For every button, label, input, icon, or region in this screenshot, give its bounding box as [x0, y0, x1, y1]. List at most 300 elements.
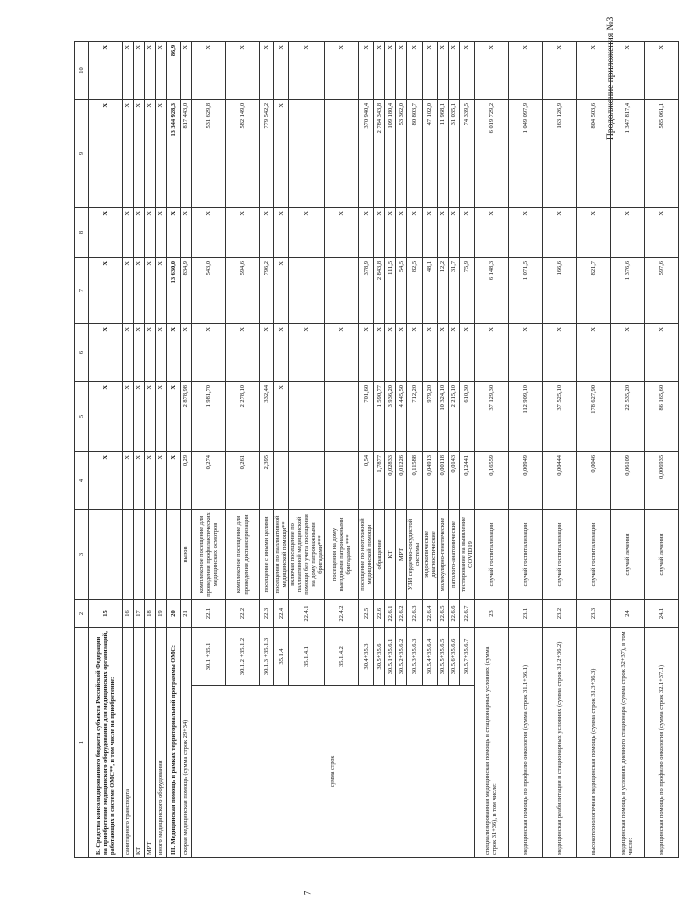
header-cell-5: 5: [75, 381, 89, 451]
table-cell-c7: 597,6: [644, 257, 678, 323]
table-cell-c7: Х: [274, 257, 289, 323]
table-row: [192, 41, 226, 857]
table-cell-c2: 22.6.1: [385, 599, 396, 627]
table-cell-c1: медицинская помощь в условиях дневного стационара (сумма строк 32+37), в том числе:: [610, 627, 644, 857]
table-cell-c6: Х: [226, 323, 260, 381]
table-cell-c8: Х: [437, 207, 448, 257]
table-cell-c2: 18: [145, 599, 156, 627]
table-cell-c10: Х: [374, 41, 385, 99]
table-cell-c8: Х: [325, 207, 359, 257]
table-cell-c4: 0,54: [359, 451, 374, 509]
table-cell-c6: Х: [385, 323, 396, 381]
table-cell-c10: Х: [508, 41, 542, 99]
table-cell-c7: 1 071,5: [508, 257, 542, 323]
table-cell-c7: [325, 257, 359, 323]
table-row: [508, 41, 542, 857]
table-cell-c1: 30.1.3 +35.1.3: [260, 627, 274, 685]
table-cell-c10: Х: [181, 41, 192, 99]
table-cell-c3: тестирование на выявление COVID19: [459, 509, 474, 599]
table-cell-c9: 47 102,0: [422, 99, 437, 207]
table-cell-c1: 30.5.1+35.6.1: [385, 627, 396, 685]
table-cell-c10: Х: [134, 41, 145, 99]
table-cell-c5: Х: [167, 381, 181, 451]
table-cell-c9: Х: [134, 99, 145, 207]
table-cell-c10: Х: [325, 41, 359, 99]
table-cell-c4: Х: [156, 451, 167, 509]
table-cell-c1: Б. Средства консолидированного бюджета субъекта Российской Федерации на приобретение медицинского оборудования для медицинских организаций, работающих в системе ОМС**, в том числе на приобретение:: [89, 627, 123, 857]
table-cell-c2: 19: [156, 599, 167, 627]
table-cell-c5: Х: [156, 381, 167, 451]
table-cell-c2: 22.6.4: [422, 599, 437, 627]
table-cell-c7: 378,9: [359, 257, 374, 323]
table-cell-c6: Х: [289, 323, 325, 381]
table-cell-c6: Х: [448, 323, 459, 381]
table-cell-c2: 22.6.6: [448, 599, 459, 627]
table-row: [610, 41, 644, 857]
table-cell-c6: Х: [374, 323, 385, 381]
table-cell-c6: Х: [396, 323, 407, 381]
table-cell-c10: Х: [123, 41, 134, 99]
table-cell-c10: Х: [448, 41, 459, 99]
table-cell-c1: 30.4+35.3: [359, 627, 374, 685]
table-cell-c5: Х: [89, 381, 123, 451]
table-cell-c5: 4 445,50: [396, 381, 407, 451]
table-cell-c8: Х: [422, 207, 437, 257]
table-cell-c10: Х: [289, 41, 325, 99]
table-cell-c6: Х: [459, 323, 474, 381]
page-number: 7: [302, 890, 313, 896]
table-cell-c8: Х: [192, 207, 226, 257]
table-cell-c4: 0,274: [192, 451, 226, 509]
table-cell-c9: 779 542,2: [260, 99, 274, 207]
header-cell-4: 4: [75, 451, 89, 509]
table-cell-c2: 15: [89, 599, 123, 627]
table-cell-c5: 1 590,77: [374, 381, 385, 451]
table-cell-c5: Х: [145, 381, 156, 451]
table-cell-c2: 23.1: [508, 599, 542, 627]
table-cell-c7: 75,9: [459, 257, 474, 323]
table-cell-c2: 22.6.7: [459, 599, 474, 627]
table-cell-c9: 163 126,9: [542, 99, 576, 207]
table-cell-c5: Х: [134, 381, 145, 451]
table-cell-c2: 22.6.3: [407, 599, 422, 627]
table-cell-c3: [145, 509, 156, 599]
table-cell-c4: 0,02833: [385, 451, 396, 509]
table-cell-c1: иного медицинского оборудования: [156, 627, 167, 857]
table-cell-c4: 0,12441: [459, 451, 474, 509]
table-cell-c7: 6 148,3: [474, 257, 508, 323]
table-cell-c10: Х: [474, 41, 508, 99]
table-cell-c6: Х: [576, 323, 610, 381]
table-cell-c7: 796,2: [260, 257, 274, 323]
table-cell-c10: 86,9: [167, 41, 181, 99]
table-cell-c8: Х: [474, 207, 508, 257]
table-cell-c8: Х: [181, 207, 192, 257]
table-cell-c3: комплексное посещение для проведения диспансеризации: [226, 509, 260, 599]
table-cell-c8: Х: [644, 207, 678, 257]
table-cell-c5: 332,44: [260, 381, 274, 451]
table-cell-c9: 531 629,8: [192, 99, 226, 207]
table-cell-c5: 178 627,90: [576, 381, 610, 451]
table-cell-c8: Х: [145, 207, 156, 257]
table-cell-c2: 16: [123, 599, 134, 627]
table-cell-c5: Х: [274, 381, 289, 451]
table-cell-c3: вызов: [181, 509, 192, 599]
table-cell-c6: Х: [145, 323, 156, 381]
table-cell-c2: 23.3: [576, 599, 610, 627]
table-cell-c1: специализированная медицинская помощь в стационарных условиях (сумма строк 31+36), в том числе:: [474, 627, 508, 857]
table-cell-c5: 3 936,20: [385, 381, 396, 451]
table-cell-c2: 22.3: [260, 599, 274, 627]
table-cell-c10: Х: [385, 41, 396, 99]
table-cell-c7: Х: [134, 257, 145, 323]
header-cell-8: 8: [75, 207, 89, 257]
table-cell-c6: Х: [644, 323, 678, 381]
header-cell-6: 6: [75, 323, 89, 381]
table-cell-c8: Х: [396, 207, 407, 257]
table-cell-c1: медицинская реабилитация в стационарных условиях (сумма строк 31.2+36.2): [542, 627, 576, 857]
header-cell-10: 10: [75, 41, 89, 99]
table-cell-c5: [289, 381, 325, 451]
table-cell-c4: 0,29: [181, 451, 192, 509]
table-cell-c1: высокотехнологичная медицинская помощь (сумма строк 31.3+36.3): [576, 627, 610, 857]
table-cell-c3: случай лечения: [644, 509, 678, 599]
table-cell-c1: 30.5.3+35.6.3: [407, 627, 422, 685]
table-cell-c1: 30.1.2 +35.1.2: [226, 627, 260, 685]
header-cell-7: 7: [75, 257, 89, 323]
table-cell-c8: Х: [226, 207, 260, 257]
table-cell-c9: Х: [156, 99, 167, 207]
table-row: [542, 41, 576, 857]
table-cell-c5: 2 878,98: [181, 381, 192, 451]
table-cell-c9: 11 968,1: [437, 99, 448, 207]
table-cell-c8: Х: [260, 207, 274, 257]
table-cell-c8: Х: [274, 207, 289, 257]
table-cell-c9: Х: [123, 99, 134, 207]
table-cell-c9: Х: [145, 99, 156, 207]
table-row: [89, 41, 123, 857]
table-cell-c7: 12,2: [437, 257, 448, 323]
table-cell-c6: Х: [542, 323, 576, 381]
table-cell-c7: 166,6: [542, 257, 576, 323]
table-row: [167, 41, 181, 857]
table-cell-c5: 701,60: [359, 381, 374, 451]
table-cell-c2: 22.6.5: [437, 599, 448, 627]
table-cell-c2: 24: [610, 599, 644, 627]
header-cell-3: 3: [75, 509, 89, 599]
table-cell-c1: 30.5.4+35.6.4: [422, 627, 437, 685]
table-cell-c2: 22.4.1: [289, 599, 325, 627]
table-cell-c6: Х: [274, 323, 289, 381]
table-cell-c3: случай госпитализации: [576, 509, 610, 599]
table-cell-c4: Х: [134, 451, 145, 509]
table-cell-c2: 17: [134, 599, 145, 627]
table-cell-c4: [274, 451, 289, 509]
table-cell-c4: Х: [145, 451, 156, 509]
table-row: [134, 41, 145, 857]
table-cell-c8: Х: [123, 207, 134, 257]
table-cell-c5: 979,20: [422, 381, 437, 451]
table-row: [644, 41, 678, 857]
table-cell-c8: Х: [374, 207, 385, 257]
table-cell-c5: [325, 381, 359, 451]
table-cell-c8: Х: [156, 207, 167, 257]
table-cell-c6: Х: [192, 323, 226, 381]
table-cell-c10: Х: [192, 41, 226, 99]
table-cell-c9: [289, 99, 325, 207]
header-cell-1: 1: [75, 627, 89, 857]
table-cell-c3: посещение по неотложной медицинской помощи: [359, 509, 374, 599]
table-cell-c4: 0,0143: [448, 451, 459, 509]
table-cell-c7: 48,1: [422, 257, 437, 323]
table-cell-c4: Х: [123, 451, 134, 509]
table-cell-c10: Х: [422, 41, 437, 99]
table-cell-c10: Х: [89, 41, 123, 99]
table-cell-c1: 35.1.4.1: [289, 627, 325, 685]
table-cell-c7: Х: [145, 257, 156, 323]
table-cell-c3: [89, 509, 123, 599]
table-cell-c3: случай лечения: [610, 509, 644, 599]
financial-table: [74, 41, 679, 858]
table-cell-c6: Х: [610, 323, 644, 381]
table-cell-c9: [325, 99, 359, 207]
table-cell-c10: Х: [437, 41, 448, 99]
table-cell-c10: Х: [459, 41, 474, 99]
table-cell-c2: 22.5: [359, 599, 374, 627]
table-cell-c1: III. Медицинская помощь в рамках территориальной программы ОМС:: [167, 627, 181, 857]
table-cell-c3: посещение с иными целями: [260, 509, 274, 599]
table-cell-c4: 0,06109: [610, 451, 644, 509]
table-cell-c10: Х: [226, 41, 260, 99]
table-cell-c8: Х: [576, 207, 610, 257]
table-cell-c9: Х: [89, 99, 123, 207]
table-cell-c2: 23: [474, 599, 508, 627]
table-cell-c5: 712,20: [407, 381, 422, 451]
table-cell-c9: Х: [274, 99, 289, 207]
table-cell-c1: 30.5.5+35.6.5: [437, 627, 448, 685]
table-cell-c4: 2,395: [260, 451, 274, 509]
table-cell-c4: [325, 451, 359, 509]
table-cell-c4: 0,0046: [576, 451, 610, 509]
table-cell-c4: 0,00444: [542, 451, 576, 509]
table-cell-c8: Х: [448, 207, 459, 257]
table-cell-c1: 35.1.4: [274, 627, 289, 685]
table-cell-c9: 31 035,1: [448, 99, 459, 207]
table-cell-c3: молекулярно-генетические: [437, 509, 448, 599]
table-cell-c8: Х: [508, 207, 542, 257]
table-cell-c6: Х: [260, 323, 274, 381]
table-cell-c7: Х: [156, 257, 167, 323]
appendix-caption: Продолжение приложения №3: [606, 16, 616, 140]
table-row: [474, 41, 508, 857]
table-cell-c4: 1,7877: [374, 451, 385, 509]
table-cell-c9: 13 344 928,3: [167, 99, 181, 207]
table-cell-c3: посещения на дому выездными патронажными бригадами ***: [325, 509, 359, 599]
table-cell-c3: случай госпитализации: [508, 509, 542, 599]
table-cell-c1: медицинская помощь по профилю онкология (сумма строк 32.1+37.1): [644, 627, 678, 857]
table-cell-c3: случай госпитализации: [474, 509, 508, 599]
table-cell-c6: Х: [437, 323, 448, 381]
table-row: [181, 41, 192, 857]
table-cell-c1: 35.1.4.2: [325, 627, 359, 685]
table-cell-c8: Х: [167, 207, 181, 257]
table-cell-c6: Х: [508, 323, 542, 381]
table-cell-c2: 20: [167, 599, 181, 627]
table-cell-c3: эндоскопические диагностические: [422, 509, 437, 599]
table-cell-c7: 594,6: [226, 257, 260, 323]
table-cell-c9: 817 443,0: [181, 99, 192, 207]
table-cell-c10: Х: [407, 41, 422, 99]
table-cell-c1: 30.1 +35.1: [192, 627, 226, 685]
table-cell-c6: Х: [123, 323, 134, 381]
table-cell-c7: 834,9: [181, 257, 192, 323]
header-cell-2: 2: [75, 599, 89, 627]
table-cell-c3: обращение: [374, 509, 385, 599]
table-cell-c1: 30.5.6+35.6.6: [448, 627, 459, 685]
table-cell-c4: 0,04913: [422, 451, 437, 509]
table-cell-c7: 821,7: [576, 257, 610, 323]
table-cell-c9: 370 940,4: [359, 99, 374, 207]
table-cell-c9: 1 347 817,4: [610, 99, 644, 207]
table-cell-c4: 0,00118: [437, 451, 448, 509]
table-cell-c2: 21: [181, 599, 192, 627]
table-cell-c9: 2 784 343,8: [374, 99, 385, 207]
table-cell-c9: 1 049 097,9: [508, 99, 542, 207]
table-cell-c5: 2 215,10: [448, 381, 459, 451]
table-cell-c6: Х: [359, 323, 374, 381]
table-cell-c4: 0,261: [226, 451, 260, 509]
table-cell-c5: 37 129,30: [474, 381, 508, 451]
table-cell-c1: санитарного транспорта: [123, 627, 134, 857]
table-cell-c10: Х: [644, 41, 678, 99]
table-cell-c6: Х: [407, 323, 422, 381]
table-cell-c6: Х: [474, 323, 508, 381]
table-cell-c8: Х: [459, 207, 474, 257]
table-cell-c3: включая посещение по паллиативной медицинской помощи без учета посещения на дому патронажными бригадами***: [289, 509, 325, 599]
table-cell-c4: 0,01226: [396, 451, 407, 509]
table-cell-c4: Х: [89, 451, 123, 509]
table-cell-c10: Х: [610, 41, 644, 99]
table-cell-c9: 53 362,0: [396, 99, 407, 207]
table-cell-c9: 74 339,5: [459, 99, 474, 207]
table-cell-c5: 2 278,10: [226, 381, 260, 451]
table-cell-c7: [289, 257, 325, 323]
table-cell-c9: 804 503,6: [576, 99, 610, 207]
table-cell-c10: Х: [145, 41, 156, 99]
table-cell-c7: 54,5: [396, 257, 407, 323]
table-cell-c3: [123, 509, 134, 599]
header-row: [75, 41, 89, 857]
table-cell-c10: Х: [260, 41, 274, 99]
table-cell-c3: случай госпитализации: [542, 509, 576, 599]
table-cell-c8: Х: [289, 207, 325, 257]
table-cell-c7: 543,0: [192, 257, 226, 323]
table-cell-c10: Х: [542, 41, 576, 99]
table-cell-c9: 80 803,7: [407, 99, 422, 207]
table-cell-c7: 1 376,6: [610, 257, 644, 323]
table-cell-c3: [134, 509, 145, 599]
table-cell-c7: Х: [89, 257, 123, 323]
table-cell-c7: Х: [123, 257, 134, 323]
table-cell-c5: 10 324,10: [437, 381, 448, 451]
table-cell-c5: 1 981,70: [192, 381, 226, 451]
table-cell-c7: 82,5: [407, 257, 422, 323]
table-cell-c10: Х: [576, 41, 610, 99]
table-cell-c3: МРТ: [396, 509, 407, 599]
table-cell-c5: 112 909,10: [508, 381, 542, 451]
table-cell-c4: Х: [167, 451, 181, 509]
table-cell-c6: Х: [167, 323, 181, 381]
table-cell-c6: Х: [325, 323, 359, 381]
table-cell-c9: 6 019 729,2: [474, 99, 508, 207]
table-cell-c2: 23.2: [542, 599, 576, 627]
table-cell-c2: 22.4.2: [325, 599, 359, 627]
table-cell-c1: 30.5+35.6: [374, 627, 385, 685]
table-cell-c6: Х: [422, 323, 437, 381]
table-cell-c7: 2 843,8: [374, 257, 385, 323]
table-cell-c7: 111,5: [385, 257, 396, 323]
table-cell-c5: 22 535,20: [610, 381, 644, 451]
table-cell-c8: Х: [359, 207, 374, 257]
table-cell-c8: Х: [89, 207, 123, 257]
table-cell-c3: комплексное посещение для проведения профилактических медицинских осмотров: [192, 509, 226, 599]
table-cell-c2: 22.6.2: [396, 599, 407, 627]
table-cell-c1: 30.5.7+35.6.7: [459, 627, 474, 685]
table-cell-c8: Х: [407, 207, 422, 257]
table-cell-c5: 37 525,10: [542, 381, 576, 451]
table-cell-c10: Х: [274, 41, 289, 99]
table-cell-c7: 31,7: [448, 257, 459, 323]
table-cell-c8: Х: [385, 207, 396, 257]
table-cell-c8: Х: [542, 207, 576, 257]
table-row: [156, 41, 167, 857]
table-cell-c3: УЗИ сердечно-сосудистой системы: [407, 509, 422, 599]
table-cell-c10: Х: [156, 41, 167, 99]
table-cell-c1: КТ: [134, 627, 145, 857]
table-cell-c6: Х: [181, 323, 192, 381]
table-cell-c6: Х: [89, 323, 123, 381]
table-cell-c10: Х: [396, 41, 407, 99]
table-cell-c5: 610,30: [459, 381, 474, 451]
table-cell-c6: Х: [156, 323, 167, 381]
table-cell-c7: 13 630,0: [167, 257, 181, 323]
table-cell-c8: Х: [610, 207, 644, 257]
table-cell-c3: посещения по паллиативной медицинской помощи**: [274, 509, 289, 599]
table-cell-c2: 22.1: [192, 599, 226, 627]
table-cell-c6: Х: [134, 323, 145, 381]
table-cell-c2: 22.2: [226, 599, 260, 627]
header-cell-9: 9: [75, 99, 89, 207]
table-cell-c1: 30.5.2+35.6.2: [396, 627, 407, 685]
table-cell-c9: 582 149,0: [226, 99, 260, 207]
table-cell-c3: патолого-анатомические: [448, 509, 459, 599]
table-cell-c9: 585 061,1: [644, 99, 678, 207]
table-cell-c4: [289, 451, 325, 509]
table-cell-c4: 0,00949: [508, 451, 542, 509]
table-cell-c4: 0,16559: [474, 451, 508, 509]
table-cell-c3: [167, 509, 181, 599]
table-cell-c8: Х: [134, 207, 145, 257]
table-cell-c5: Х: [123, 381, 134, 451]
table-cell-c1: МРТ: [145, 627, 156, 857]
table-row: [123, 41, 134, 857]
table-cell-c2: 22.4: [274, 599, 289, 627]
table-cell-c1: скорая медицинская помощь (сумма строк 29+34): [181, 627, 192, 857]
table-cell-c2: 22.6: [374, 599, 385, 627]
table-cell-c10: Х: [359, 41, 374, 99]
table-cell-c4: 0,11588: [407, 451, 422, 509]
table-cell-c3: КТ: [385, 509, 396, 599]
